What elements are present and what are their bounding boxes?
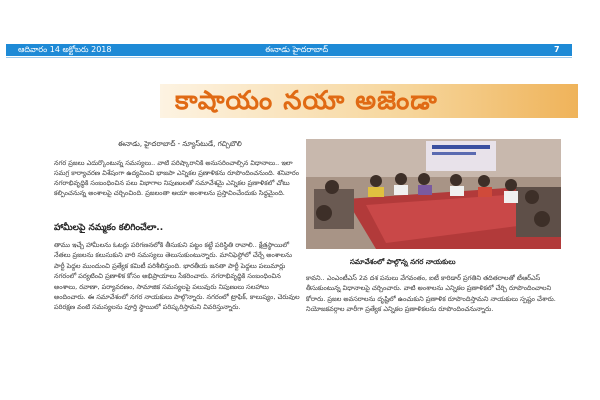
header-divider: [6, 57, 572, 58]
issue-date: ఆదివారం 14 అక్టోబరు 2018: [18, 45, 112, 54]
intro-column: [54, 158, 300, 198]
subheading: హామీలపై నమ్మకం కలిగించేలా..: [54, 223, 164, 233]
body-right-column: [306, 273, 561, 315]
intro-paragraph: నగర ప్రజలు ఎదుర్కొంటున్న సమస్యలు.. వాటి పరిష్కారానికి అనుసరించాల్సిన విధానాలు.. ఇలా సమగ్ర కార్యాచరణ విశేషంగా ఉద్యమించి భాజపా ఎన్నికల ప్రణాళికను రూపొందించనుంది. శనివారం నగరాభివృద్ధికి సంబంధించిన పలు విభాగాల నిపుణులతో సమావేశమై ఎన్నికల ప్రణాళికలో చోటు కల్పించనున్న అంశాలపై చర్చించింది. ప్రజలంతా ఆయా అంశాలను ప్రస్తావించేందుకు సిద్ధమైంది.: [54, 159, 300, 197]
byline: ఈనాడు, హైదరాబాద్ - న్యూస్‌టుడే, గచ్చిబౌలి: [118, 140, 242, 148]
body-left-paragraph: తాము ఇచ్చే హామీలను ఓటర్లు పరిగణనలోకి తీసుకుని పట్టం కట్టే పరిస్థితి రావాలి.. క్షేత్రస్థాయిలో నేతలు ప్రజలను కలుసుకుని వారి సమస్యలు తెలుసుకుంటున్నారు. మానిఫెస్టోలో చేర్చే అంశాలను పార్టీ పెద్దల ముందుంచి ప్రత్యేక కమిటీ పరిశీలిస్తుంది. భారతీయ జనతా పార్టీ పెద్దలు పలుమార్లు నగరంలో పర్యటించి ప్రణాళిక కోసం అభిప్రాయాలు సేకరించారు. నగరాభివృద్ధికి సంబంధించిన అంశాలు, రవాణా, పర్యావరణం, సామాజిక సమస్యలపై పలువురు నిపుణులు సలహాలు అందించారు. ఈ సమావేశంలో నగర నాయకులు పాల్గొన్నారు. నగరంలో ట్రాఫిక్, కాలుష్యం, చెరువుల పరిరక్షణ వంటి సమస్యలను పూర్తి స్థాయిలో పరిష్కరిస్తామని వివరిస్తున్నారు.: [54, 241, 300, 312]
page-number: 7: [554, 45, 560, 54]
meeting-photo: [306, 139, 561, 249]
newspaper-name: ఈనాడు హైదరాబాద్: [265, 45, 329, 54]
meeting-photo-illustration: [306, 139, 561, 249]
photo-caption: సమావేశంలో పాల్గొన్న నగర నాయకులు: [350, 258, 456, 266]
body-right-paragraph: కావని.. ఎంఎంటీఎస్ 2వ దశ పనులు వేగవంతం, ఐటీ కారిడార్ ప్రగతిని తదితరాలతో టీఆర్‌ఎస్ తీసుకుంటున్న విధానాలపై చర్చించారు. వాటి అంశాలను ఎన్నికల ప్రణాళికలో చేర్చి రూపొందించాలని కోరారు. ప్రజల అవసరాలను దృష్టిలో ఉంచుకుని ప్రణాళిక రూపొందిస్తామని నాయకులు స్పష్టం చేశారు. నియోజకవర్గాల వారీగా ప్రత్యేక ఎన్నికల ప్రణాళికలను రూపొందించనున్నారు.: [306, 274, 556, 314]
headline: కాషాయం నయా అజెండా: [175, 86, 438, 116]
